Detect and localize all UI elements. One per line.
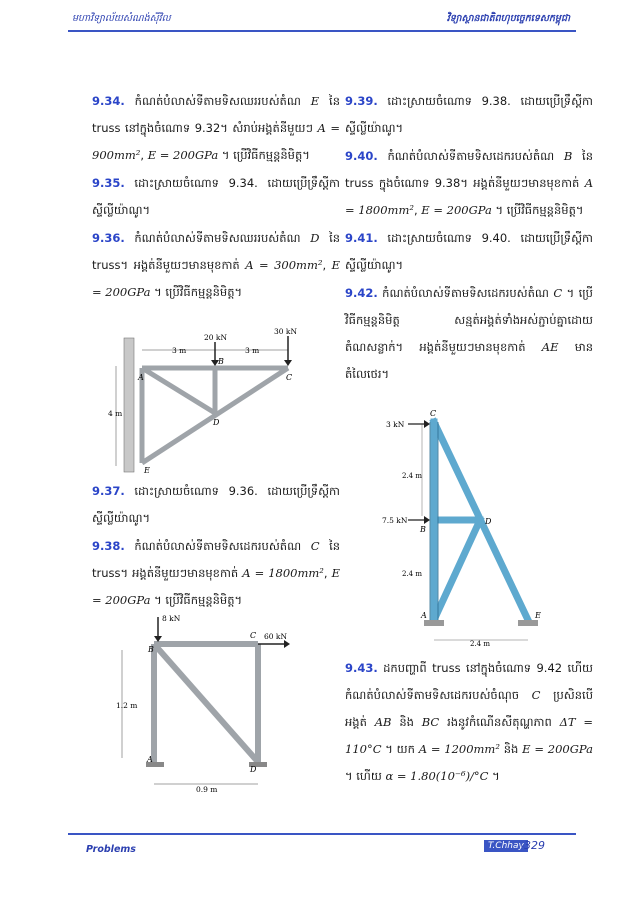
truss-members bbox=[142, 368, 288, 463]
problem-9-35 bbox=[92, 170, 340, 224]
problem-number: 9.41. bbox=[345, 231, 378, 245]
problem-9-36 bbox=[92, 225, 340, 306]
problem-text: និង bbox=[503, 742, 519, 756]
load-label: 30 kN bbox=[274, 327, 298, 336]
node-label: C bbox=[430, 409, 437, 418]
dim-label: 2.4 m bbox=[470, 640, 490, 648]
area-value: A = 300mm² bbox=[245, 258, 323, 272]
problem-text: ដោះស្រាយចំណោទ 9.36. ដោយប្រើទ្រឹស្តីកាស្ទីល្លីយ៉ាណូ។ bbox=[92, 484, 340, 525]
arrow-head-icon bbox=[424, 420, 430, 428]
joint-var: D bbox=[310, 231, 320, 245]
load-label: 3 kN bbox=[386, 420, 405, 429]
node-label: C bbox=[286, 373, 293, 382]
modulus-value: E = 200GPa bbox=[147, 148, 219, 162]
author-badge: T.Chhay bbox=[484, 840, 528, 852]
problem-text: ដោះស្រាយចំណោទ 9.34. ដោយប្រើទ្រឹស្តីកាស្ទីល្លីយ៉ាណូ។ bbox=[92, 176, 340, 217]
problem-text: ។ ប្រើវិធីកម្មន្តនិមិត្ត។ bbox=[495, 203, 584, 217]
dim-label: 3 m bbox=[245, 346, 260, 355]
node-label: D bbox=[213, 418, 220, 427]
truss-members bbox=[434, 422, 528, 620]
footer-rule bbox=[68, 833, 576, 835]
node-label: E bbox=[535, 611, 541, 620]
dim-label: 3 m bbox=[172, 346, 187, 355]
problem-text: រងនូវកំណើនសីតុណ្ហភាព bbox=[447, 715, 552, 729]
problem-text: កំណត់បំលាស់ទីតាមទិសដេករបស់តំណ bbox=[134, 539, 302, 553]
problem-text: ដោះស្រាយចំណោទ 9.38. ដោយប្រើទ្រឹស្តីកាស្ទីល្លីយ៉ាណូ។ bbox=[345, 94, 593, 135]
node-label: B bbox=[148, 645, 154, 654]
problem-text: ។ ប្រើវិធីកម្មន្តនិមិត្ត សន្មត់អង្គត់ទាំងអស់ភ្ជាប់គ្នាដោយតំណសន្លាក់។ អង្គត់នីមួយៗមានមុខកាត់ bbox=[345, 286, 593, 354]
temperature-change: ΔT = 110°C bbox=[345, 715, 594, 756]
node-label: A bbox=[421, 611, 427, 620]
problem-number: 9.36. bbox=[92, 231, 125, 245]
modulus-value: E = 200GPa bbox=[421, 203, 492, 217]
right-column-lower bbox=[345, 655, 593, 791]
modulus-value: E = 200GPa bbox=[92, 566, 340, 607]
problem-text: ។ ប្រើវិធីកម្មន្តនិមិត្ត។ bbox=[221, 148, 310, 162]
node-label: D bbox=[485, 517, 492, 526]
problem-text: មានតំលៃថេរ។ bbox=[345, 340, 593, 381]
joint-var: B bbox=[563, 149, 573, 163]
load-label: 7.5 kN bbox=[382, 516, 408, 525]
truss-members bbox=[154, 644, 258, 762]
problem-9-43 bbox=[345, 655, 593, 790]
area-value: A = 900mm² bbox=[92, 121, 340, 162]
separator: , bbox=[322, 258, 327, 272]
pin-support bbox=[518, 620, 538, 626]
load-label: 60 kN bbox=[264, 632, 288, 641]
problem-text: ។ ហើយ bbox=[345, 769, 382, 783]
problem-number: 9.38. bbox=[92, 539, 125, 553]
problem-9-34 bbox=[92, 88, 340, 169]
area-value: A = 1800mm² bbox=[242, 566, 324, 580]
arrow-head-icon bbox=[424, 516, 430, 524]
thermal-coefficient: α = 1.80(10⁻⁶)/°C bbox=[385, 769, 489, 783]
left-column bbox=[92, 88, 340, 307]
node-label: E bbox=[144, 466, 150, 475]
problem-text: នៃ truss ក្នុងចំណោទ 9.38។ អង្គត់នីមួយៗមានមុខកាត់ bbox=[345, 149, 593, 190]
problem-text: ។ យក bbox=[385, 742, 415, 756]
pin-support bbox=[424, 620, 444, 626]
right-column bbox=[345, 88, 593, 389]
modulus-value: E = 200GPa bbox=[92, 258, 341, 299]
problem-9-39 bbox=[345, 88, 593, 142]
problem-text: នៃ truss នៅក្នុងចំណោទ 9.32។ សំរាប់អង្គត់នីមួយៗ bbox=[92, 94, 340, 135]
problem-text: ដោះស្រាយចំណោទ 9.40. ដោយប្រើទ្រឹស្តីកាស្ទីល្លីយ៉ាណូ។ bbox=[345, 231, 593, 272]
problem-number: 9.43. bbox=[345, 661, 378, 675]
problem-text: នៃ truss។ អង្គត់នីមួយៗមានមុខកាត់ bbox=[92, 231, 341, 272]
ae-var: AE bbox=[541, 340, 559, 354]
problem-text: កំណត់បំលាស់ទីតាមទិសដេករបស់តំណ bbox=[382, 286, 549, 300]
problem-number: 9.34. bbox=[92, 94, 125, 108]
problem-number: 9.35. bbox=[92, 176, 125, 190]
footer-section: Problems bbox=[86, 844, 136, 855]
dim-label: 2.4 m bbox=[402, 472, 422, 480]
problem-number: 9.40. bbox=[345, 149, 378, 163]
problem-text: ។ ប្រើវិធីកម្មន្តនិមិត្ត។ bbox=[154, 285, 243, 299]
problem-text: កំណត់បំលាស់ទីតាមទិសឈររបស់តំណ bbox=[134, 94, 301, 108]
load-label: 8 kN bbox=[162, 614, 181, 623]
modulus-value: E = 200GPa bbox=[522, 742, 593, 756]
member-bc: BC bbox=[421, 715, 440, 729]
truss-figure-9-36 bbox=[110, 328, 320, 476]
problem-text: កំណត់បំលាស់ទីតាមទិសឈររបស់តំណ bbox=[134, 231, 301, 245]
dim-label: 4 m bbox=[108, 409, 123, 418]
problem-number: 9.42. bbox=[345, 286, 378, 300]
wall-support bbox=[124, 338, 134, 472]
area-value: A = 1200mm² bbox=[418, 742, 500, 756]
separator: , bbox=[323, 566, 328, 580]
problem-text: ។ bbox=[492, 769, 500, 783]
problem-text: និង bbox=[399, 715, 414, 729]
problem-text: ដកបញ្ហាពី truss នៅក្នុងចំណោទ 9.42 ហើយកំណត់បំលាស់ទីតាមទិសដេករបស់ចំណុច bbox=[345, 661, 593, 702]
load-label: 20 kN bbox=[204, 333, 228, 342]
node-label: D bbox=[250, 765, 257, 774]
header-faculty: មហាវិទ្យាល័យសំណង់ស៊ីវិល bbox=[72, 13, 171, 24]
node-label: C bbox=[250, 631, 257, 640]
separator: , bbox=[140, 148, 145, 162]
page-number: -329 bbox=[520, 839, 545, 852]
separator: , bbox=[413, 203, 418, 217]
dim-label: 2.4 m bbox=[402, 570, 422, 578]
problem-9-42 bbox=[345, 280, 593, 388]
problem-9-41 bbox=[345, 225, 593, 279]
dim-label: 1.2 m bbox=[116, 701, 138, 710]
problem-number: 9.39. bbox=[345, 94, 378, 108]
node-label: B bbox=[218, 357, 224, 366]
problem-text: កំណត់បំលាស់ទីតាមទិសដេករបស់តំណ bbox=[387, 149, 555, 163]
problem-9-37 bbox=[92, 478, 340, 532]
arrow-head-icon bbox=[284, 640, 290, 648]
area-value: A = 1800mm² bbox=[345, 176, 594, 217]
problem-text: ។ ប្រើវិធីកម្មន្តនិមិត្ត។ bbox=[154, 593, 243, 607]
member-ab: AB bbox=[374, 715, 392, 729]
truss-figure-9-42 bbox=[378, 408, 558, 648]
problem-text: ប្រសិនបើអង្គត់ bbox=[345, 688, 594, 729]
header-institute: វិទ្យាស្ថានជាតិពហុបច្ចេកទេសកម្ពុជា bbox=[446, 13, 570, 24]
truss-figure-9-38 bbox=[118, 612, 298, 796]
problem-9-40 bbox=[345, 143, 593, 224]
node-label: A bbox=[147, 755, 153, 764]
node-label: B bbox=[420, 525, 426, 534]
joint-var: C bbox=[531, 688, 541, 702]
header-rule bbox=[68, 30, 576, 32]
joint-var: C bbox=[310, 539, 320, 553]
problem-number: 9.37. bbox=[92, 484, 125, 498]
joint-var: C bbox=[553, 286, 563, 300]
left-column-lower bbox=[92, 478, 340, 615]
dim-label: 0.9 m bbox=[196, 785, 218, 794]
arrow-head-icon bbox=[284, 360, 292, 366]
node-label: A bbox=[138, 373, 144, 382]
problem-text: នៃ truss។ អង្គត់នីមួយៗមានមុខកាត់ bbox=[92, 539, 341, 580]
problem-9-38 bbox=[92, 533, 340, 614]
joint-var: E bbox=[310, 94, 320, 108]
